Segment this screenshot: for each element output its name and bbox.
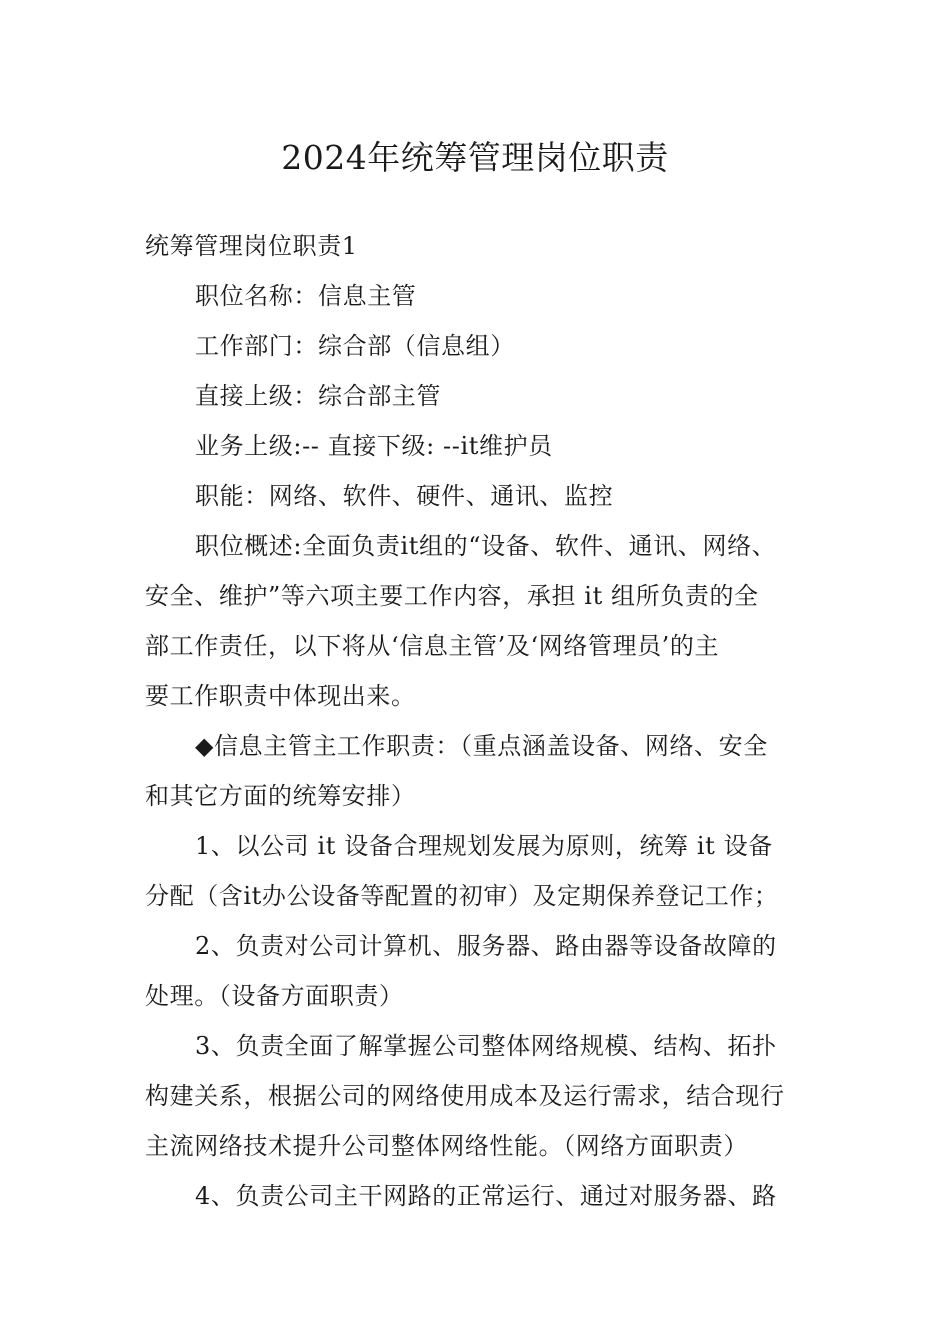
- document-title: 2024年统筹管理岗位职责: [281, 138, 669, 177]
- paragraph-line: 安全、维护”等六项主要工作内容，承担 it 组所负责的全: [145, 582, 759, 610]
- paragraph-line: 部工作责任，以下将从‘信息主管’及‘网络管理员’的主: [145, 632, 720, 660]
- text-line-position-name: 职位名称：信息主管: [195, 282, 417, 310]
- list-item-line: 2、负责对公司计算机、服务器、路由器等设备故障的: [195, 932, 777, 960]
- list-item-line: 3、负责全面了解掌握公司整体网络规模、结构、拓扑: [195, 1032, 777, 1060]
- list-item-line: 主流网络技术提升公司整体网络性能。（网络方面职责）: [145, 1132, 748, 1160]
- subsection-heading-line: 和其它方面的统筹安排）: [145, 782, 416, 810]
- subsection-heading-line: ◆信息主管主工作职责：（重点涵盖设备、网络、安全: [195, 732, 768, 760]
- text-line-direct-superior: 直接上级：综合部主管: [195, 382, 441, 410]
- text-line-department: 工作部门：综合部（信息组）: [195, 332, 515, 360]
- paragraph-line: 要工作职责中体现出来。: [145, 682, 416, 710]
- paragraph-line: 职位概述:全面负责it组的“设备、软件、通讯、网络、: [195, 532, 777, 560]
- list-item-line: 构建关系，根据公司的网络使用成本及运行需求，结合现行: [145, 1082, 785, 1110]
- text-line-business-superior: 业务上级:-- 直接下级: --it维护员: [195, 432, 553, 460]
- list-item-line: 分配（含it办公设备等配置的初审）及定期保养登记工作；: [145, 882, 779, 910]
- list-item-line: 4、负责公司主干网路的正常运行、通过对服务器、路: [195, 1182, 777, 1210]
- section-heading: 统筹管理岗位职责1: [145, 232, 358, 260]
- list-item-line: 处理。（设备方面职责）: [145, 982, 404, 1010]
- text-line-functions: 职能：网络、软件、硬件、通讯、监控: [195, 482, 614, 510]
- list-item-line: 1、以公司 it 设备合理规划发展为原则，统筹 it 设备: [195, 832, 773, 860]
